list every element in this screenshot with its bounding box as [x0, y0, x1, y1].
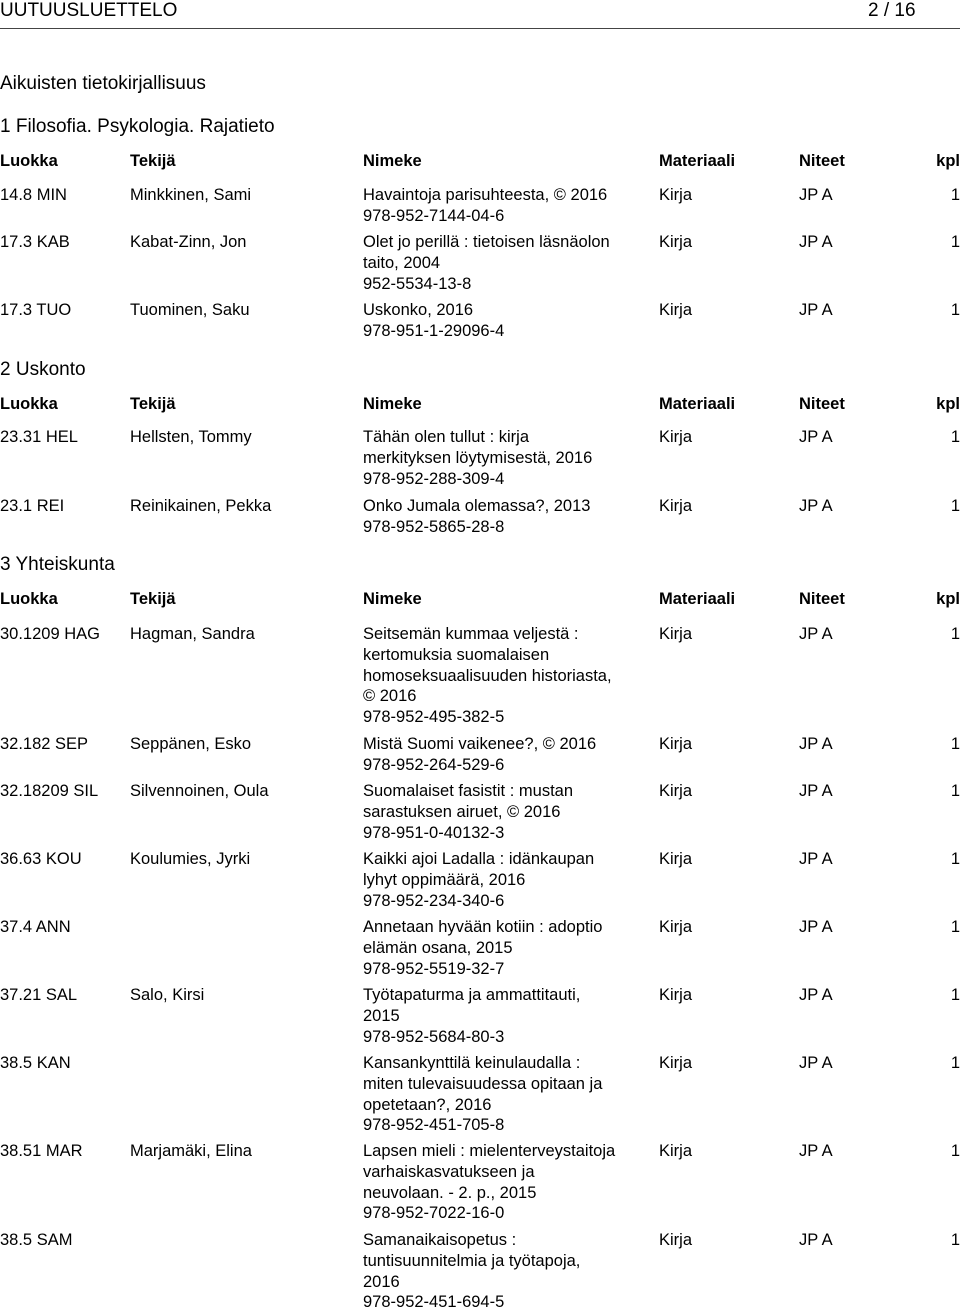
material-type: Kirja — [659, 497, 693, 515]
copy-count: 1 — [950, 1142, 960, 1160]
author-name: Hellsten, Tommy — [130, 428, 252, 446]
title-line: 2016 — [363, 1272, 400, 1291]
copy-count: 1 — [950, 625, 960, 643]
material-type: Kirja — [659, 782, 693, 800]
classification-code: 23.1 REI — [0, 497, 65, 515]
copies-location: JP A — [799, 735, 833, 753]
copies-location: JP A — [799, 428, 833, 446]
copy-count: 1 — [950, 301, 960, 319]
category-title: Aikuisten tietokirjallisuus — [0, 73, 206, 94]
copy-count: 1 — [950, 782, 960, 800]
header-divider — [0, 28, 960, 29]
author-name: Hagman, Sandra — [130, 625, 255, 643]
isbn: 978-952-234-340-6 — [363, 891, 505, 910]
title-line: Onko Jumala olemassa?, 2013 — [363, 497, 591, 515]
title-line: taito, 2004 — [363, 253, 441, 272]
material-type: Kirja — [659, 625, 693, 643]
material-type: Kirja — [659, 918, 693, 936]
isbn: 978-952-5519-32-7 — [363, 959, 505, 978]
material-type: Kirja — [659, 301, 693, 319]
isbn: 978-952-495-382-5 — [363, 708, 505, 727]
section-title: 3 Yhteiskunta — [0, 554, 115, 575]
copies-location: JP A — [799, 1054, 833, 1072]
classification-code: 38.5 SAM — [0, 1231, 73, 1249]
title-line: 2015 — [363, 1006, 400, 1025]
classification-code: 37.4 ANN — [0, 918, 71, 936]
title-line: elämän osana, 2015 — [363, 938, 513, 957]
author-name: Tuominen, Saku — [130, 301, 250, 319]
copy-count: 1 — [950, 735, 960, 753]
material-type: Kirja — [659, 1142, 693, 1160]
copies-location: JP A — [799, 233, 833, 251]
page-title: UUTUUSLUETTELO — [0, 0, 178, 21]
isbn: 978-952-5684-80-3 — [363, 1027, 505, 1046]
author-name: Minkkinen, Sami — [130, 186, 252, 204]
classification-code: 32.182 SEP — [0, 735, 89, 753]
copies-location: JP A — [799, 782, 833, 800]
column-header-luokka: Luokka — [0, 395, 58, 413]
column-header-tekija: Tekijä — [130, 395, 176, 413]
title-line: © 2016 — [363, 687, 417, 706]
column-header-luokka: Luokka — [0, 590, 58, 608]
title-line: Olet jo perillä : tietoisen läsnäolon — [363, 233, 610, 251]
column-header-nimeke: Nimeke — [363, 395, 422, 413]
copies-location: JP A — [799, 850, 833, 868]
title-line: Samanaikaisopetus : — [363, 1231, 517, 1249]
copy-count: 1 — [950, 497, 960, 515]
title-line: sarastuksen airuet, © 2016 — [363, 802, 561, 821]
title-line: Kaikki ajoi Ladalla : idänkaupan — [363, 850, 595, 868]
classification-code: 17.3 TUO — [0, 301, 72, 319]
column-header-niteet: Niteet — [799, 152, 845, 170]
copy-count: 1 — [950, 233, 960, 251]
classification-code: 14.8 MIN — [0, 186, 67, 204]
isbn: 978-952-451-694-5 — [363, 1293, 505, 1312]
column-header-tekija: Tekijä — [130, 590, 176, 608]
title-line: tuntisuunnitelmia ja työtapoja, — [363, 1251, 581, 1270]
title-line: miten tulevaisuudessa opitaan ja — [363, 1074, 603, 1093]
author-name: Seppänen, Esko — [130, 735, 252, 753]
classification-code: 17.3 KAB — [0, 233, 70, 251]
isbn: 978-952-5865-28-8 — [363, 517, 505, 536]
title-line: homoseksuaalisuuden historiasta, — [363, 666, 612, 685]
title-line: merkityksen löytymisestä, 2016 — [363, 448, 593, 467]
column-header-materiaali: Materiaali — [659, 152, 736, 170]
isbn: 978-952-7144-04-6 — [363, 206, 505, 225]
isbn: 952-5534-13-8 — [363, 274, 472, 293]
isbn: 978-951-0-40132-3 — [363, 823, 505, 842]
material-type: Kirja — [659, 1231, 693, 1249]
isbn: 978-952-7022-16-0 — [363, 1204, 505, 1223]
copies-location: JP A — [799, 918, 833, 936]
copies-location: JP A — [799, 625, 833, 643]
column-header-nimeke: Nimeke — [363, 590, 422, 608]
column-header-niteet: Niteet — [799, 395, 845, 413]
classification-code: 30.1209 HAG — [0, 625, 100, 643]
title-line: Seitsemän kummaa veljestä : — [363, 625, 579, 643]
column-header-kpl: kpl — [936, 152, 960, 170]
title-line: neuvolaan. - 2. p., 2015 — [363, 1183, 537, 1202]
column-header-nimeke: Nimeke — [363, 152, 422, 170]
author-name: Marjamäki, Elina — [130, 1142, 252, 1160]
section-title: 2 Uskonto — [0, 359, 86, 380]
title-line: Työtapaturma ja ammattitauti, — [363, 986, 581, 1004]
classification-code: 37.21 SAL — [0, 986, 78, 1004]
title-line: Mistä Suomi vaikenee?, © 2016 — [363, 735, 597, 753]
title-line: Tähän olen tullut : kirja — [363, 428, 530, 446]
column-header-tekija: Tekijä — [130, 152, 176, 170]
material-type: Kirja — [659, 186, 693, 204]
copy-count: 1 — [950, 986, 960, 1004]
author-name: Silvennoinen, Oula — [130, 782, 269, 800]
author-name: Koulumies, Jyrki — [130, 850, 251, 868]
section-title: 1 Filosofia. Psykologia. Rajatieto — [0, 116, 275, 137]
column-header-materiaali: Materiaali — [659, 395, 736, 413]
copies-location: JP A — [799, 186, 833, 204]
classification-code: 23.31 HEL — [0, 428, 78, 446]
title-line: varhaiskasvatukseen ja — [363, 1162, 535, 1181]
copy-count: 1 — [950, 918, 960, 936]
copy-count: 1 — [950, 1054, 960, 1072]
material-type: Kirja — [659, 850, 693, 868]
copy-count: 1 — [950, 850, 960, 868]
title-line: Lapsen mieli : mielenterveystaitoja — [363, 1142, 616, 1160]
title-line: Annetaan hyvään kotiin : adoptio — [363, 918, 603, 936]
copies-location: JP A — [799, 497, 833, 515]
classification-code: 38.51 MAR — [0, 1142, 83, 1160]
classification-code: 32.18209 SIL — [0, 782, 99, 800]
copy-count: 1 — [950, 428, 960, 446]
material-type: Kirja — [659, 986, 693, 1004]
title-line: kertomuksia suomalaisen — [363, 645, 550, 664]
copy-count: 1 — [950, 186, 960, 204]
material-type: Kirja — [659, 1054, 693, 1072]
title-line: lyhyt oppimäärä, 2016 — [363, 870, 526, 889]
author-name: Reinikainen, Pekka — [130, 497, 272, 515]
copies-location: JP A — [799, 1231, 833, 1249]
author-name: Salo, Kirsi — [130, 986, 205, 1004]
isbn: 978-951-1-29096-4 — [363, 321, 505, 340]
title-line: Havaintoja parisuhteesta, © 2016 — [363, 186, 608, 204]
classification-code: 38.5 KAN — [0, 1054, 71, 1072]
column-header-kpl: kpl — [936, 590, 960, 608]
title-line: Suomalaiset fasistit : mustan — [363, 782, 574, 800]
title-line: opetetaan?, 2016 — [363, 1095, 492, 1114]
copies-location: JP A — [799, 986, 833, 1004]
page-number: 2 / 16 — [868, 0, 916, 21]
column-header-materiaali: Materiaali — [659, 590, 736, 608]
column-header-kpl: kpl — [936, 395, 960, 413]
material-type: Kirja — [659, 735, 693, 753]
column-header-luokka: Luokka — [0, 152, 58, 170]
title-line: Kansankynttilä keinulaudalla : — [363, 1054, 581, 1072]
copy-count: 1 — [950, 1231, 960, 1249]
isbn: 978-952-288-309-4 — [363, 469, 505, 488]
column-header-niteet: Niteet — [799, 590, 845, 608]
material-type: Kirja — [659, 233, 693, 251]
copies-location: JP A — [799, 1142, 833, 1160]
material-type: Kirja — [659, 428, 693, 446]
title-line: Uskonko, 2016 — [363, 301, 474, 319]
isbn: 978-952-451-705-8 — [363, 1116, 505, 1135]
classification-code: 36.63 KOU — [0, 850, 82, 868]
copies-location: JP A — [799, 301, 833, 319]
author-name: Kabat-Zinn, Jon — [130, 233, 247, 251]
isbn: 978-952-264-529-6 — [363, 755, 505, 774]
